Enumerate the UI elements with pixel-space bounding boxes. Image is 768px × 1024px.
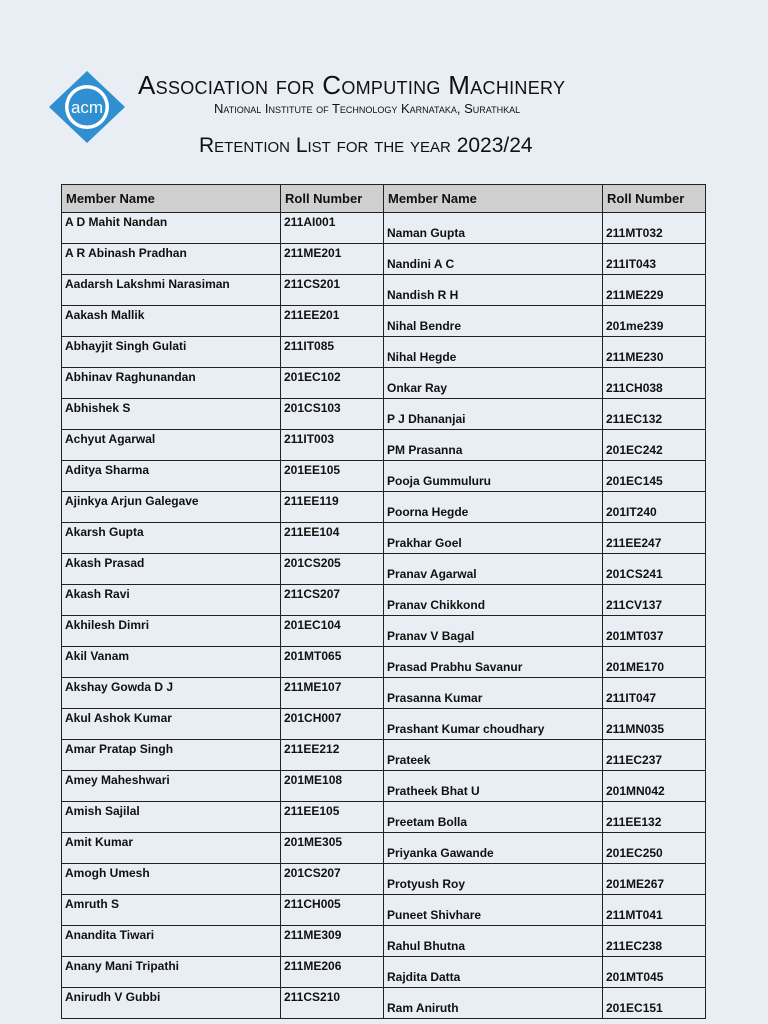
table-row [62, 833, 706, 864]
roll-number-right: 201me239 [603, 306, 706, 337]
roll-number-left: 201EC102 [281, 368, 384, 399]
roll-number-right: 211MN035 [603, 709, 706, 740]
member-name-left: Akash Prasad [62, 554, 281, 585]
roll-number-right: 201EC250 [603, 833, 706, 864]
member-name-right: Rajdita Datta [384, 957, 603, 988]
table-row [62, 306, 706, 337]
member-name-right: Ram Aniruth [384, 988, 603, 1019]
table-row [62, 709, 706, 740]
member-name-left: Anany Mani Tripathi [62, 957, 281, 988]
member-name-left: Akul Ashok Kumar [62, 709, 281, 740]
roll-number-left: 211CS201 [281, 275, 384, 306]
member-name-right: Rahul Bhutna [384, 926, 603, 957]
roll-number-left: 211EE201 [281, 306, 384, 337]
header-member-name-right: Member Name [384, 185, 603, 213]
member-name-left: Amit Kumar [62, 833, 281, 864]
table-row [62, 988, 706, 1019]
roll-number-right: 211IT047 [603, 678, 706, 709]
member-name-right: Nandini A C [384, 244, 603, 275]
roll-number-left: 201CS207 [281, 864, 384, 895]
member-name-right: Nihal Hegde [384, 337, 603, 368]
table-row [62, 957, 706, 988]
roll-number-left: 211EE104 [281, 523, 384, 554]
member-name-right: Naman Gupta [384, 213, 603, 244]
table-row [62, 771, 706, 802]
roll-number-left: 201ME108 [281, 771, 384, 802]
roll-number-right: 201EC151 [603, 988, 706, 1019]
member-name-left: Abhayjit Singh Gulati [62, 337, 281, 368]
member-name-right: Prasanna Kumar [384, 678, 603, 709]
roll-number-left: 211ME107 [281, 678, 384, 709]
table-body [62, 213, 706, 1019]
member-name-left: A D Mahit Nandan [62, 213, 281, 244]
roll-number-left: 201CS103 [281, 399, 384, 430]
table-row [62, 740, 706, 771]
roll-number-right: 201EC242 [603, 430, 706, 461]
member-name-right: Prashant Kumar choudhary [384, 709, 603, 740]
roll-number-right: 211CH038 [603, 368, 706, 399]
member-name-right: Pratheek Bhat U [384, 771, 603, 802]
member-name-left: Aadarsh Lakshmi Narasiman [62, 275, 281, 306]
member-name-right: Pranav Chikkond [384, 585, 603, 616]
member-name-left: Amish Sajilal [62, 802, 281, 833]
table-row [62, 492, 706, 523]
roll-number-left: 211IT085 [281, 337, 384, 368]
member-name-left: A R Abinash Pradhan [62, 244, 281, 275]
roll-number-left: 211EE119 [281, 492, 384, 523]
roll-number-right: 201ME170 [603, 647, 706, 678]
roll-number-right: 201MT045 [603, 957, 706, 988]
roll-number-left: 201CS205 [281, 554, 384, 585]
roll-number-left: 211ME309 [281, 926, 384, 957]
member-name-left: Amey Maheshwari [62, 771, 281, 802]
roll-number-left: 211ME206 [281, 957, 384, 988]
table-row [62, 368, 706, 399]
roll-number-left: 201EE105 [281, 461, 384, 492]
roll-number-left: 211EE212 [281, 740, 384, 771]
member-name-right: P J Dhananjai [384, 399, 603, 430]
document-title: Retention List for the year 2023/24 [199, 134, 533, 157]
org-subtitle: National Institute of Technology Karnataka, Surathkal [214, 101, 521, 116]
roll-number-right: 201EC145 [603, 461, 706, 492]
roll-number-left: 211CH005 [281, 895, 384, 926]
roll-number-right: 201IT240 [603, 492, 706, 523]
acm-logo [48, 70, 126, 144]
member-name-right: Preetam Bolla [384, 802, 603, 833]
table-row [62, 275, 706, 306]
table-row [62, 244, 706, 275]
member-name-left: Amruth S [62, 895, 281, 926]
org-title: Association for Computing Machinery [138, 70, 566, 100]
table-row [62, 895, 706, 926]
roll-number-right: 201MN042 [603, 771, 706, 802]
roll-number-right: 211EC132 [603, 399, 706, 430]
roll-number-right: 211MT041 [603, 895, 706, 926]
table-row [62, 678, 706, 709]
roll-number-right: 211IT043 [603, 244, 706, 275]
member-name-right: Nihal Bendre [384, 306, 603, 337]
roll-number-right: 211ME229 [603, 275, 706, 306]
member-name-right: Pranav V Bagal [384, 616, 603, 647]
table-row [62, 585, 706, 616]
table-row [62, 926, 706, 957]
logo-text: acm [70, 98, 104, 117]
roll-number-right: 211EE247 [603, 523, 706, 554]
member-name-right: Puneet Shivhare [384, 895, 603, 926]
roll-number-left: 211CS207 [281, 585, 384, 616]
roll-number-right: 201MT037 [603, 616, 706, 647]
member-name-left: Achyut Agarwal [62, 430, 281, 461]
table-row [62, 430, 706, 461]
member-name-right: PM Prasanna [384, 430, 603, 461]
member-name-right: Prakhar Goel [384, 523, 603, 554]
roll-number-left: 211EE105 [281, 802, 384, 833]
retention-table [61, 184, 706, 1019]
roll-number-right: 211CV137 [603, 585, 706, 616]
member-name-left: Akhilesh Dimri [62, 616, 281, 647]
table-row [62, 647, 706, 678]
member-name-right: Prasad Prabhu Savanur [384, 647, 603, 678]
member-name-right: Prateek [384, 740, 603, 771]
member-name-left: Ajinkya Arjun Galegave [62, 492, 281, 523]
member-name-left: Akshay Gowda D J [62, 678, 281, 709]
member-name-left: Akarsh Gupta [62, 523, 281, 554]
member-name-left: Abhishek S [62, 399, 281, 430]
member-name-right: Onkar Ray [384, 368, 603, 399]
member-name-right: Priyanka Gawande [384, 833, 603, 864]
roll-number-left: 201EC104 [281, 616, 384, 647]
table-row [62, 461, 706, 492]
table-row [62, 802, 706, 833]
table-header-row [62, 185, 706, 213]
roll-number-left: 211ME201 [281, 244, 384, 275]
roll-number-left: 211IT003 [281, 430, 384, 461]
roll-number-left: 201CH007 [281, 709, 384, 740]
header-roll-number-left: Roll Number [281, 185, 384, 213]
roll-number-right: 211EE132 [603, 802, 706, 833]
roll-number-left: 201MT065 [281, 647, 384, 678]
header-member-name-left: Member Name [62, 185, 281, 213]
member-name-left: Aditya Sharma [62, 461, 281, 492]
roll-number-left: 211AI001 [281, 213, 384, 244]
member-name-right: Protyush Roy [384, 864, 603, 895]
member-name-left: Anirudh V Gubbi [62, 988, 281, 1019]
member-name-left: Anandita Tiwari [62, 926, 281, 957]
table-row [62, 864, 706, 895]
member-name-left: Amar Pratap Singh [62, 740, 281, 771]
member-name-right: Poorna Hegde [384, 492, 603, 523]
roll-number-right: 201ME267 [603, 864, 706, 895]
roll-number-right: 201CS241 [603, 554, 706, 585]
member-name-right: Pranav Agarwal [384, 554, 603, 585]
member-name-left: Amogh Umesh [62, 864, 281, 895]
roll-number-left: 211CS210 [281, 988, 384, 1019]
table-row [62, 523, 706, 554]
table-row [62, 213, 706, 244]
member-name-right: Nandish R H [384, 275, 603, 306]
roll-number-right: 211ME230 [603, 337, 706, 368]
member-name-left: Akash Ravi [62, 585, 281, 616]
roll-number-right: 211EC238 [603, 926, 706, 957]
table-row [62, 399, 706, 430]
member-name-left: Aakash Mallik [62, 306, 281, 337]
table-row [62, 554, 706, 585]
table-row [62, 337, 706, 368]
roll-number-right: 211EC237 [603, 740, 706, 771]
header-roll-number-right: Roll Number [603, 185, 706, 213]
member-name-right: Pooja Gummuluru [384, 461, 603, 492]
member-name-left: Akil Vanam [62, 647, 281, 678]
roll-number-left: 201ME305 [281, 833, 384, 864]
member-name-left: Abhinav Raghunandan [62, 368, 281, 399]
roll-number-right: 211MT032 [603, 213, 706, 244]
table-row [62, 616, 706, 647]
